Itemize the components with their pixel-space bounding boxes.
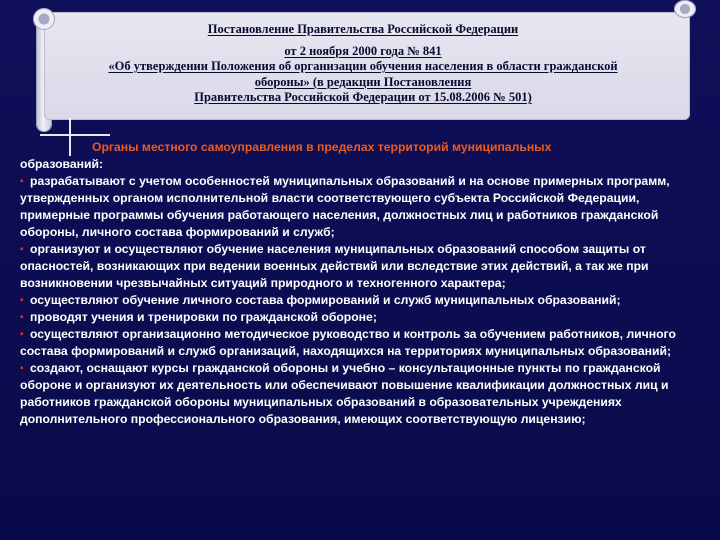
list-item [20,292,700,309]
list-item [20,173,700,241]
bullet-icon: ▪ [20,312,24,323]
bullet-icon: ▪ [20,295,24,306]
bullet-icon: ▪ [20,176,24,187]
list-item-text: осуществляют обучение личного состава формирований и служб муниципальных образований; [30,293,621,307]
list-item-text: организуют и осуществляют обучение населения муниципальных образований способом защиты от опасностей, возникающих при ведении военных действий или вследствие этих действий, а так же при возникновении чрезвычайных ситуаций природного и техногенного характера; [20,242,649,290]
header-line-1: Постановление Правительства Российской Федерации [207,22,519,36]
header-line-2: от 2 ноября 2000 года № 841 [284,43,442,58]
header-title [58,22,668,112]
scroll-right-curl-icon [674,0,696,18]
intro-highlight: Органы местного самоуправления в пределах территорий муниципальных [92,140,552,154]
intro-paragraph [20,139,700,173]
header-line-5: Правительства Российской Федерации от 15.08.2006 № 501) [194,90,532,104]
bullet-icon: ▪ [20,329,24,340]
list-item [20,326,700,360]
list-item [20,241,700,292]
duties-list [20,173,700,428]
list-item [20,309,700,326]
intro-continuation: образований: [20,157,104,171]
list-item-text: создают, оснащают курсы гражданской обороны и учебно – консультационные пункты по гражданской обороне и организуют их деятельность или обеспечивают повышение квалификации должностных лиц и работников гражданской обороны муниципальных образований в образовательных учреждениях дополнительного профессионального образования, имеющих соответствующую лицензию; [20,361,669,426]
scroll-left-curl-icon [33,8,55,30]
body-content [20,139,700,428]
list-item-text: разрабатывают с учетом особенностей муниципальных образований и на основе примерных программ, утвержденных органом исполнительной власти соответствующего субъекта Российской Федерации, примерные программы обучения работающего населения, должностных лиц и работников гражданской обороны, личного состава формирований и служб; [20,174,670,239]
list-item [20,360,700,428]
header-line-3: «Об утверждении Положения об организации обучения населения в области гражданской [108,59,618,73]
bullet-icon: ▪ [20,244,24,255]
header-line-4: обороны» (в редакции Постановления [254,74,472,89]
decorative-horizontal-line [40,134,110,136]
list-item-text: проводят учения и тренировки по гражданской обороне; [30,310,377,324]
list-item-text: осуществляют организационно методическое руководство и контроль за обучением работников, личного состава формирований и служб организаций, находящихся на территориях муниципальных образований; [20,327,676,358]
bullet-icon: ▪ [20,363,24,374]
